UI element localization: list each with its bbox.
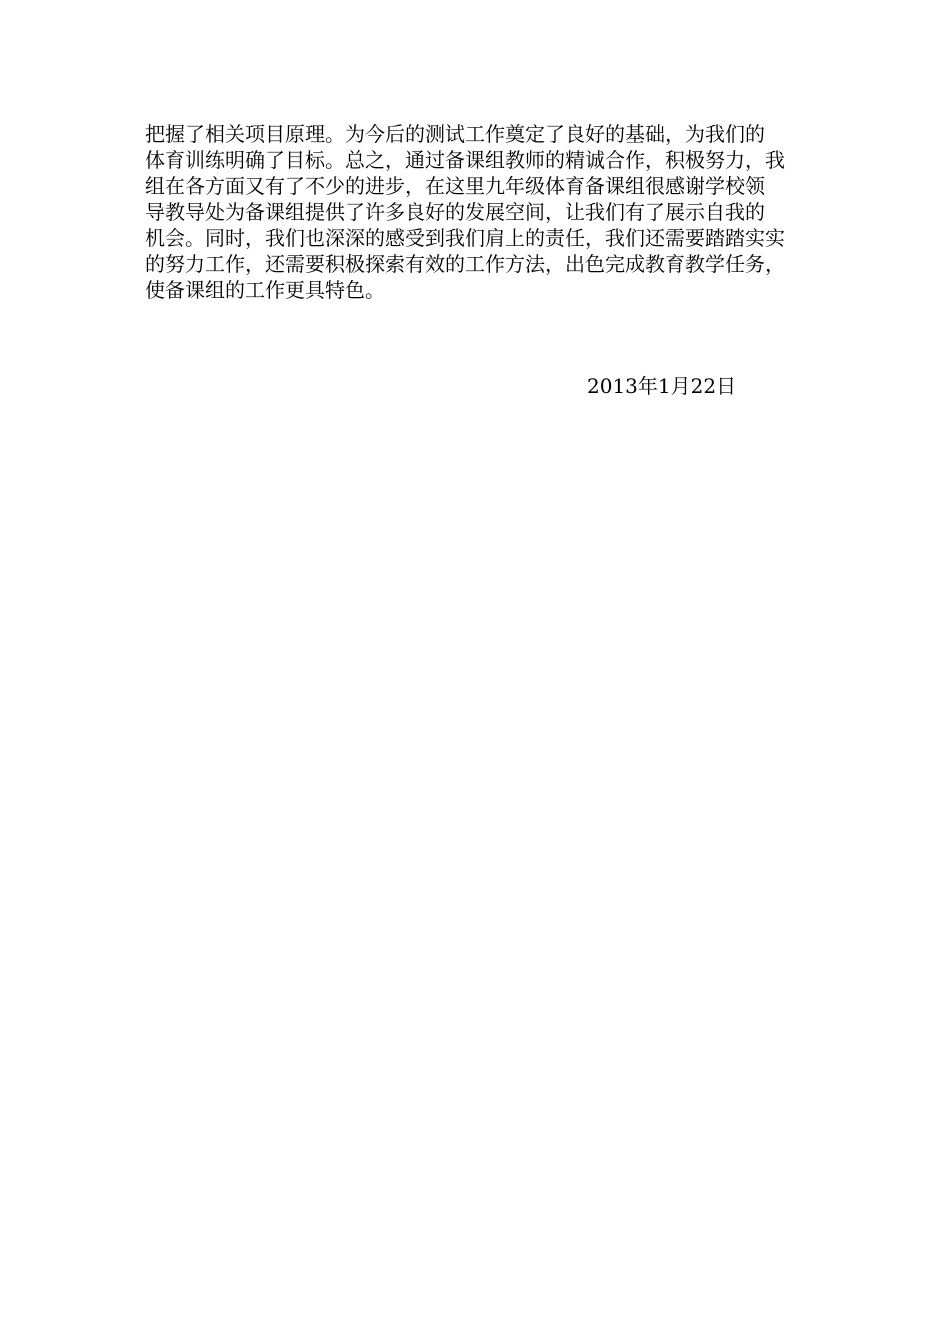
document-date: 2013年1月22日 <box>587 374 737 398</box>
paragraph-line: 体育训练明确了目标。总之，通过备课组教师的精诚合作，积极努力，我 <box>145 148 785 172</box>
paragraph-line: 把握了相关项目原理。为今后的测试工作奠定了良好的基础，为我们的 <box>145 122 765 146</box>
paragraph-line: 使备课组的工作更具特色。 <box>145 278 385 302</box>
paragraph-line: 的努力工作，还需要积极探索有效的工作方法，出色完成教育教学任务， <box>145 252 785 276</box>
paragraph-line: 导教导处为备课组提供了许多良好的发展空间，让我们有了展示自我的 <box>145 200 765 224</box>
paragraph-line: 机会。同时，我们也深深的感受到我们肩上的责任，我们还需要踏踏实实 <box>145 226 785 250</box>
body-paragraph <box>145 121 810 303</box>
paragraph-line: 组在各方面又有了不少的进步，在这里九年级体育备课组很感谢学校领 <box>145 174 765 198</box>
